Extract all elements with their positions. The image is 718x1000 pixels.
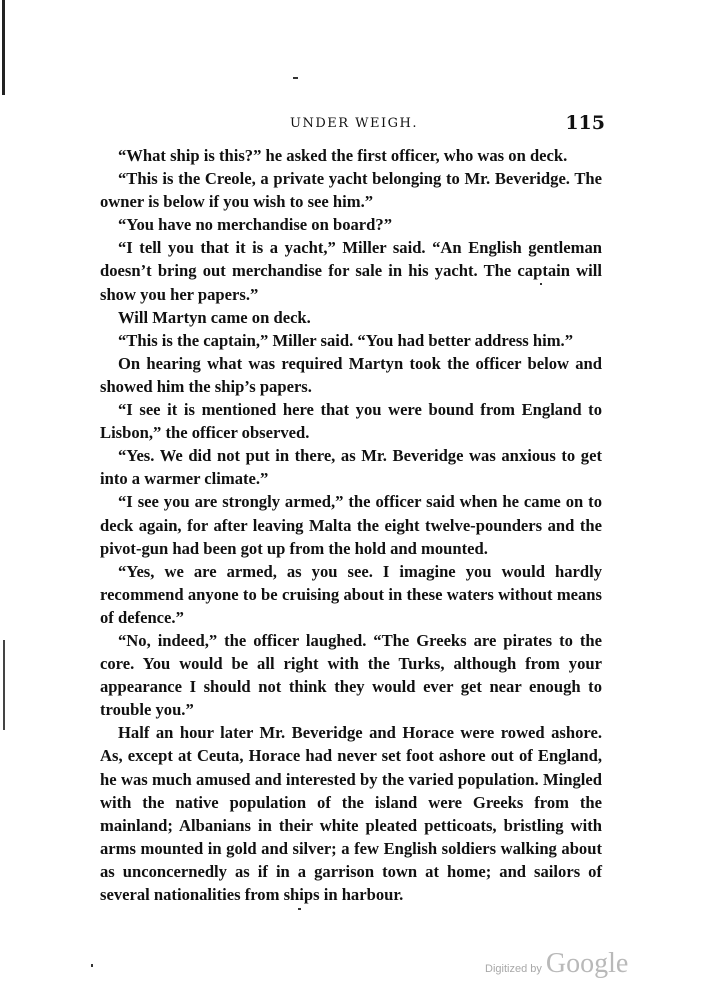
scan-speck: [91, 964, 93, 967]
paragraph: “This is the Creole, a private yacht belonging to Mr. Beveridge. The owner is below if you wish to see him.”: [100, 169, 602, 212]
paragraph: “You have no merchandise on board?”: [118, 215, 392, 235]
paragraph: On hearing what was required Martyn took the officer below and showed him the ship’s papers.: [100, 353, 602, 396]
paragraph: “What ship is this?” he asked the first officer, who was on deck.: [118, 146, 568, 165]
page-header: [100, 112, 605, 138]
digitized-watermark: [485, 948, 628, 980]
google-logo: Google: [545, 948, 629, 979]
paragraph: Will Martyn came on deck.: [118, 307, 311, 327]
paragraph: “Yes, we are armed, as you see. I imagine you would hardly recommend anyone to be cruising about in these waters without means of defence.”: [100, 561, 602, 627]
scan-speck: [293, 77, 298, 79]
paragraph: “Yes. We did not put in there, as Mr. Beveridge was anxious to get into a warmer climate.”: [100, 446, 602, 489]
paragraph: Half an hour later Mr. Beveridge and Horace were rowed ashore. As, except at Ceuta, Horace had never set foot ashore out of England, he was much amused and interested by the varied population. Mingled with the native population of the island were Greeks from the mainland; Albanians in their white pleated petticoats, bristling with arms mounted in gold and silver; a few English soldiers walking about as unconcernedly as if in a garrison town at home; and sailors of several nationalities from ships in harbour.: [100, 723, 602, 904]
paragraph: “This is the captain,” Miller said. “You had better address him.”: [118, 330, 573, 350]
running-head: UNDER WEIGH.: [290, 116, 419, 131]
paragraph: “I see it is mentioned here that you were bound from England to Lisbon,” the officer observed.: [100, 400, 602, 443]
scan-speck: [298, 908, 301, 910]
page-number: 115: [565, 112, 605, 134]
paragraph: “I tell you that it is a yacht,” Miller said. “An English gentleman doesn’t bring out merchandise for sale in his yacht. The captain will show you her papers.”: [100, 238, 602, 304]
paragraph: “No, indeed,” the officer laughed. “The Greeks are pirates to the core. You would be all right with the Turks, although from your appearance I should not think they would ever get near enough to trouble you.”: [100, 630, 602, 720]
scan-edge-mark: [3, 640, 5, 730]
body-text: [100, 144, 602, 906]
paragraph: “I see you are strongly armed,” the officer said when he came on to deck again, for after leaving Malta the eight twelve-pounders and the pivot-gun had been got up from the hold and mounted.: [100, 492, 602, 558]
scan-edge-mark: [2, 0, 5, 95]
digitized-by-label: Digitized by: [485, 963, 542, 975]
